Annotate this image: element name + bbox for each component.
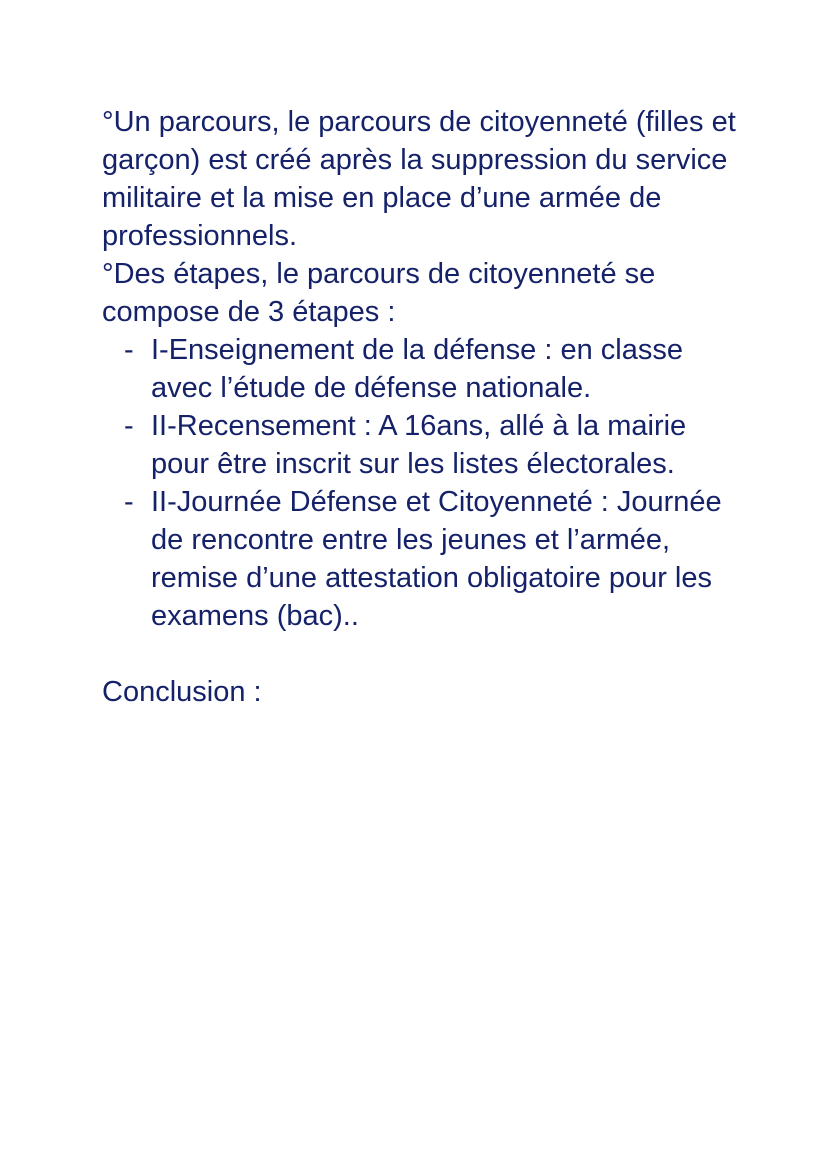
step-text: II-Journée Défense et Citoyenneté : Journée de rencontre entre les jeunes et l’armée, remise d’une attestation obligatoire pour les examens (bac)..	[151, 486, 722, 632]
step-text: I-Enseignement de la défense : en classe avec l’étude de défense nationale.	[151, 334, 683, 404]
list-dash: -	[124, 486, 134, 518]
document-body	[102, 103, 742, 711]
intro-paragraph: °Un parcours, le parcours de citoyenneté (filles et garçon) est créé après la suppression du service militaire et la mise en place d’une armée de professionnels.	[102, 106, 736, 252]
list-item	[124, 331, 742, 407]
step-text: II-Recensement : A 16ans, allé à la mairie pour être inscrit sur les listes électorales.	[151, 410, 687, 480]
list-item	[124, 483, 742, 635]
conclusion-heading: Conclusion :	[102, 676, 262, 708]
steps-list	[102, 331, 742, 635]
blank-line	[102, 635, 742, 673]
list-dash: -	[124, 410, 134, 442]
list-item	[124, 407, 742, 483]
list-dash: -	[124, 334, 134, 366]
steps-intro-paragraph: °Des étapes, le parcours de citoyenneté se compose de 3 étapes :	[102, 258, 656, 328]
